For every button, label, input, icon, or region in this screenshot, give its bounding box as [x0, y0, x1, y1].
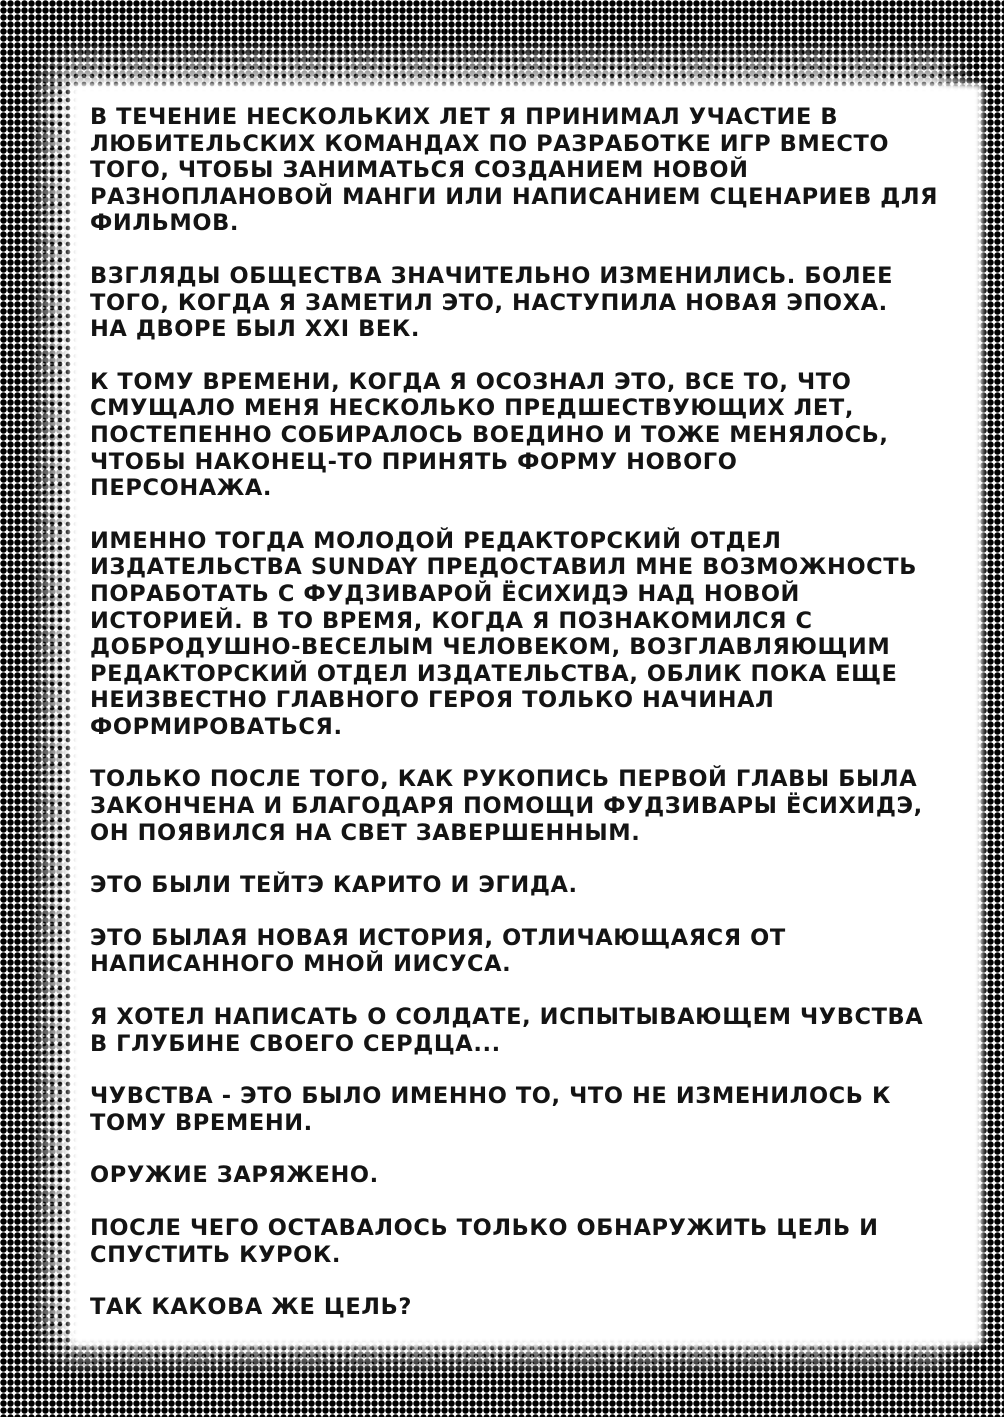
paragraph-6: ЭТО БЫЛИ ТЕЙТЭ КАРИТО И ЭГИДА. — [90, 872, 578, 899]
paragraph-7: ЭТО БЫЛАЯ НОВАЯ ИСТОРИЯ, ОТЛИЧАЮЩАЯСЯ ОТ НАПИСАННОГО МНОЙ ИИСУСА. — [90, 924, 786, 978]
paragraph-2: ВЗГЛЯДЫ ОБЩЕСТВА ЗНАЧИТЕЛЬНО ИЗМЕНИЛИСЬ. БОЛЕЕ ТОГО, КОГДА Я ЗАМЕТИЛ ЭТО, НАСТУПИЛА НОВАЯ ЭПОХА. НА ДВОРЕ БЫЛ XXI ВЕК. — [90, 262, 894, 343]
paragraph-1: В ТЕЧЕНИЕ НЕСКОЛЬКИХ ЛЕТ Я ПРИНИМАЛ УЧАСТИЕ В ЛЮБИТЕЛЬСКИХ КОМАНДАХ ПО РАЗРАБОТКЕ ИГР ВМЕСТО ТОГО, ЧТОБЫ ЗАНИМАТЬСЯ СОЗДАНИЕМ НОВОЙ РАЗНОПЛАНОВОЙ МАНГИ ИЛИ НАПИСАНИЕМ СЦЕНАРИЕВ ДЛЯ ФИЛЬМОВ. — [90, 104, 939, 237]
paragraph-3: К ТОМУ ВРЕМЕНИ, КОГДА Я ОСОЗНАЛ ЭТО, ВСЕ ТО, ЧТО СМУЩАЛО МЕНЯ НЕСКОЛЬКО ПРЕДШЕСТВУЮЩИХ ЛЕТ, ПОСТЕПЕННО СОБИРАЛОСЬ ВОЕДИНО И ТОЖЕ МЕНЯЛОСЬ, ЧТОБЫ НАКОНЕЦ-ТО ПРИНЯТЬ ФОРМУ НОВОГО ПЕРСОНАЖА. — [90, 368, 889, 502]
paragraph-10: ОРУЖИЕ ЗАРЯЖЕНО. — [90, 1162, 379, 1189]
paragraph-9: ЧУВСТВА - ЭТО БЫЛО ИМЕННО ТО, ЧТО НЕ ИЗМЕНИЛОСЬ К ТОМУ ВРЕМЕНИ. — [90, 1083, 891, 1136]
paragraph-4: ИМЕННО ТОГДА МОЛОДОЙ РЕДАКТОРСКИЙ ОТДЕЛ ИЗДАТЕЛЬСТВА SUNDAY ПРЕДОСТАВИЛ МНЕ ВОЗМОЖНОСТЬ ПОРАБОТАТЬ С ФУДЗИВАРОЙ ЁСИХИДЭ НАД НОВОЙ ИСТОРИЕЙ. В ТО ВРЕМЯ, КОГДА Я ПОЗНАКОМИЛСЯ С ДОБРОДУШНО-ВЕСЕЛЫМ ЧЕЛОВЕКОМ, ВОЗГЛАВЛЯЮЩИМ РЕДАКТОРСКИЙ ОТДЕЛ ИЗДАТЕЛЬСТВА, ОБЛИК ПОКА ЕЩЕ НЕИЗВЕСТНО ГЛАВНОГО ГЕРОЯ ТОЛЬКО НАЧИНАЛ ФОРМИРОВАТЬСЯ. — [90, 527, 917, 740]
paragraph-5: ТОЛЬКО ПОСЛЕ ТОГО, КАК РУКОПИСЬ ПЕРВОЙ ГЛАВЫ БЫЛА ЗАКОНЧЕНА И БЛАГОДАРЯ ПОМОЩИ ФУДЗИВАРЫ ЁСИХИДЭ, ОН ПОЯВИЛСЯ НА СВЕТ ЗАВЕРШЕННЫМ. — [90, 766, 923, 846]
paragraph-12: ТАК КАКОВА ЖЕ ЦЕЛЬ? — [90, 1294, 412, 1321]
paragraph-8: Я ХОТЕЛ НАПИСАТЬ О СОЛДАТЕ, ИСПЫТЫВАЮЩЕМ ЧУВСТВА В ГЛУБИНЕ СВОЕГО СЕРДЦА... — [90, 1004, 924, 1057]
paragraph-11: ПОСЛЕ ЧЕГО ОСТАВАЛОСЬ ТОЛЬКО ОБНАРУЖИТЬ ЦЕЛЬ И СПУСТИТЬ КУРОК. — [90, 1215, 879, 1268]
afterword-text — [90, 104, 960, 1347]
